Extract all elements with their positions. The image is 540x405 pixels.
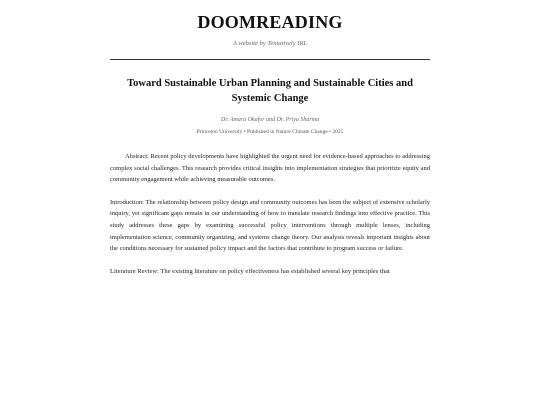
article — [110, 76, 430, 288]
article-body — [110, 151, 430, 277]
literature-review-paragraph: Literature Review: The existing literature on policy effectiveness has established several key principles that — [110, 267, 390, 275]
article-title: Toward Sustainable Urban Planning and Sustainable Cities and Systemic Change — [127, 78, 413, 104]
site-title[interactable]: DOOMREADING — [197, 12, 343, 32]
publication-info: Princeton University • Published in Nature Climate Change • 2025 — [196, 129, 344, 135]
header-divider — [110, 59, 430, 60]
article-authors: Dr. Amara Okafor and Dr. Priya Sharma — [220, 117, 320, 123]
abstract-paragraph: Abstract: Recent policy developments have highlighted the urgent need for evidence-based approaches to addressing complex social challenges. This research provides critical insights into implementation strategies that prioritize equity and community engagement while achieving measurable outcomes. — [110, 153, 430, 184]
introduction-paragraph: Introduction: The relationship between policy design and community outcomes has been the subject of extensive scholarly inquiry, yet significant gaps remain in our understanding of how to translate research findings into effective practice. This study addresses these gaps by examining successful policy interventions through multiple lenses, including implementation science, community organizing, and systems change theory. Our analysis reveals important insights about the conditions necessary for sustained policy impact and the factors that contribute to program success or failure. — [110, 198, 430, 253]
site-tagline: A website by Tentatively IRL — [232, 40, 308, 47]
site-header — [0, 12, 540, 48]
